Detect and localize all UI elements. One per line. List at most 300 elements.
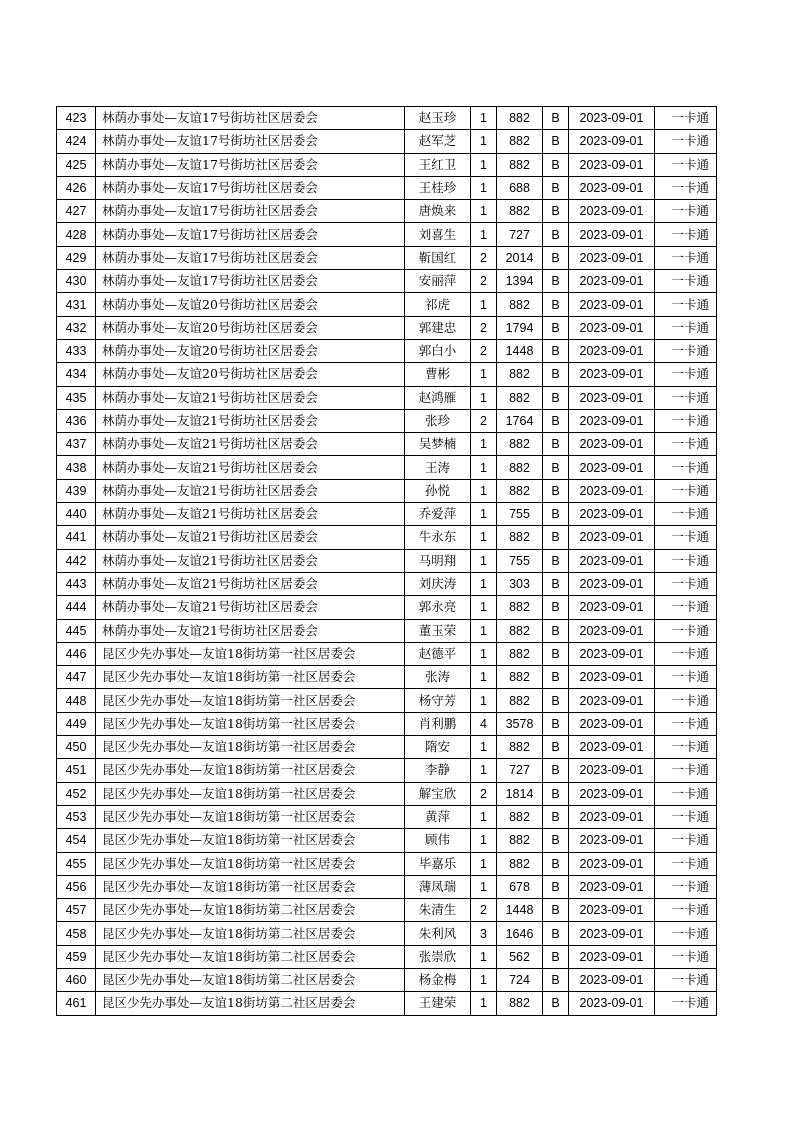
table-row: [57, 246, 717, 269]
organization-cell: 林荫办事处—友谊21号街坊社区居委会: [96, 596, 405, 619]
date-cell: 2023-09-01: [569, 386, 655, 409]
person-name-cell: 肖利鹏: [405, 712, 471, 735]
row-number-cell: 430: [57, 270, 96, 293]
person-name-cell: 张涛: [405, 666, 471, 689]
household-count-cell: 1: [471, 200, 497, 223]
payment-method-cell: 一卡通: [655, 782, 717, 805]
payment-method-cell: 一卡通: [655, 736, 717, 759]
category-cell: B: [543, 526, 569, 549]
payment-method-cell: 一卡通: [655, 107, 717, 130]
payment-method-cell: 一卡通: [655, 689, 717, 712]
person-name-cell: 杨金梅: [405, 968, 471, 991]
table-row: [57, 176, 717, 199]
household-count-cell: 2: [471, 339, 497, 362]
organization-cell: 林荫办事处—友谊21号街坊社区居委会: [96, 572, 405, 595]
row-number-cell: 448: [57, 689, 96, 712]
organization-cell: 林荫办事处—友谊17号街坊社区居委会: [96, 107, 405, 130]
row-number-cell: 424: [57, 130, 96, 153]
payment-method-cell: 一卡通: [655, 503, 717, 526]
category-cell: B: [543, 200, 569, 223]
row-number-cell: 425: [57, 153, 96, 176]
row-number-cell: 446: [57, 642, 96, 665]
category-cell: B: [543, 293, 569, 316]
person-name-cell: 靳国红: [405, 246, 471, 269]
date-cell: 2023-09-01: [569, 153, 655, 176]
table-row: [57, 549, 717, 572]
person-name-cell: 赵玉珍: [405, 107, 471, 130]
organization-cell: 林荫办事处—友谊17号街坊社区居委会: [96, 176, 405, 199]
date-cell: 2023-09-01: [569, 270, 655, 293]
amount-cell: 882: [497, 363, 543, 386]
table-row: [57, 363, 717, 386]
organization-cell: 林荫办事处—友谊21号街坊社区居委会: [96, 503, 405, 526]
household-count-cell: 1: [471, 433, 497, 456]
organization-cell: 昆区少先办事处—友谊18街坊第一社区居委会: [96, 759, 405, 782]
row-number-cell: 461: [57, 992, 96, 1015]
date-cell: 2023-09-01: [569, 899, 655, 922]
household-count-cell: 1: [471, 829, 497, 852]
amount-cell: 882: [497, 666, 543, 689]
date-cell: 2023-09-01: [569, 223, 655, 246]
table-row: [57, 619, 717, 642]
amount-cell: 882: [497, 619, 543, 642]
table-row: [57, 829, 717, 852]
organization-cell: 昆区少先办事处—友谊18街坊第一社区居委会: [96, 852, 405, 875]
row-number-cell: 429: [57, 246, 96, 269]
amount-cell: 688: [497, 176, 543, 199]
organization-cell: 林荫办事处—友谊17号街坊社区居委会: [96, 153, 405, 176]
category-cell: B: [543, 456, 569, 479]
amount-cell: 882: [497, 852, 543, 875]
date-cell: 2023-09-01: [569, 363, 655, 386]
organization-cell: 昆区少先办事处—友谊18街坊第一社区居委会: [96, 642, 405, 665]
payment-method-cell: 一卡通: [655, 992, 717, 1015]
date-cell: 2023-09-01: [569, 456, 655, 479]
person-name-cell: 郭白小: [405, 339, 471, 362]
table-row: [57, 293, 717, 316]
organization-cell: 林荫办事处—友谊21号街坊社区居委会: [96, 433, 405, 456]
payment-method-cell: 一卡通: [655, 829, 717, 852]
payment-method-cell: 一卡通: [655, 316, 717, 339]
date-cell: 2023-09-01: [569, 433, 655, 456]
household-count-cell: 4: [471, 712, 497, 735]
category-cell: B: [543, 782, 569, 805]
organization-cell: 林荫办事处—友谊20号街坊社区居委会: [96, 339, 405, 362]
household-count-cell: 1: [471, 875, 497, 898]
amount-cell: 882: [497, 293, 543, 316]
table-row: [57, 852, 717, 875]
amount-cell: 882: [497, 433, 543, 456]
amount-cell: 1814: [497, 782, 543, 805]
date-cell: 2023-09-01: [569, 596, 655, 619]
amount-cell: 1646: [497, 922, 543, 945]
amount-cell: 882: [497, 130, 543, 153]
date-cell: 2023-09-01: [569, 107, 655, 130]
amount-cell: 1764: [497, 409, 543, 432]
category-cell: B: [543, 666, 569, 689]
date-cell: 2023-09-01: [569, 829, 655, 852]
date-cell: 2023-09-01: [569, 503, 655, 526]
category-cell: B: [543, 316, 569, 339]
payment-method-cell: 一卡通: [655, 968, 717, 991]
table-row: [57, 782, 717, 805]
table-row: [57, 479, 717, 502]
table-row: [57, 596, 717, 619]
person-name-cell: 曹彬: [405, 363, 471, 386]
amount-cell: 882: [497, 736, 543, 759]
table-row: [57, 945, 717, 968]
table-row: [57, 503, 717, 526]
date-cell: 2023-09-01: [569, 293, 655, 316]
date-cell: 2023-09-01: [569, 712, 655, 735]
payment-method-cell: 一卡通: [655, 805, 717, 828]
row-number-cell: 434: [57, 363, 96, 386]
payment-method-cell: 一卡通: [655, 270, 717, 293]
amount-cell: 1394: [497, 270, 543, 293]
category-cell: B: [543, 759, 569, 782]
table-row: [57, 666, 717, 689]
person-name-cell: 唐焕来: [405, 200, 471, 223]
payment-method-cell: 一卡通: [655, 293, 717, 316]
amount-cell: 882: [497, 596, 543, 619]
household-count-cell: 1: [471, 992, 497, 1015]
person-name-cell: 刘喜生: [405, 223, 471, 246]
payment-method-cell: 一卡通: [655, 176, 717, 199]
amount-cell: 1448: [497, 339, 543, 362]
table-row: [57, 130, 717, 153]
person-name-cell: 毕嘉乐: [405, 852, 471, 875]
person-name-cell: 安丽萍: [405, 270, 471, 293]
row-number-cell: 460: [57, 968, 96, 991]
date-cell: 2023-09-01: [569, 339, 655, 362]
household-count-cell: 1: [471, 107, 497, 130]
amount-cell: 882: [497, 153, 543, 176]
organization-cell: 昆区少先办事处—友谊18街坊第一社区居委会: [96, 875, 405, 898]
date-cell: 2023-09-01: [569, 642, 655, 665]
person-name-cell: 李静: [405, 759, 471, 782]
amount-cell: 882: [497, 386, 543, 409]
person-name-cell: 王建荣: [405, 992, 471, 1015]
payment-method-cell: 一卡通: [655, 223, 717, 246]
table-row: [57, 153, 717, 176]
row-number-cell: 449: [57, 712, 96, 735]
category-cell: B: [543, 992, 569, 1015]
category-cell: B: [543, 479, 569, 502]
category-cell: B: [543, 875, 569, 898]
date-cell: 2023-09-01: [569, 479, 655, 502]
payment-method-cell: 一卡通: [655, 619, 717, 642]
household-count-cell: 1: [471, 130, 497, 153]
table-row: [57, 456, 717, 479]
row-number-cell: 452: [57, 782, 96, 805]
row-number-cell: 454: [57, 829, 96, 852]
organization-cell: 昆区少先办事处—友谊18街坊第二社区居委会: [96, 992, 405, 1015]
category-cell: B: [543, 339, 569, 362]
person-name-cell: 张崇欣: [405, 945, 471, 968]
table-row: [57, 689, 717, 712]
category-cell: B: [543, 153, 569, 176]
category-cell: B: [543, 712, 569, 735]
row-number-cell: 453: [57, 805, 96, 828]
table-row: [57, 759, 717, 782]
organization-cell: 林荫办事处—友谊17号街坊社区居委会: [96, 223, 405, 246]
household-count-cell: 1: [471, 176, 497, 199]
household-count-cell: 2: [471, 270, 497, 293]
organization-cell: 林荫办事处—友谊21号街坊社区居委会: [96, 526, 405, 549]
person-name-cell: 赵德平: [405, 642, 471, 665]
organization-cell: 林荫办事处—友谊21号街坊社区居委会: [96, 456, 405, 479]
organization-cell: 昆区少先办事处—友谊18街坊第一社区居委会: [96, 689, 405, 712]
category-cell: B: [543, 433, 569, 456]
row-number-cell: 442: [57, 549, 96, 572]
category-cell: B: [543, 805, 569, 828]
payment-method-cell: 一卡通: [655, 922, 717, 945]
payment-method-cell: 一卡通: [655, 363, 717, 386]
organization-cell: 昆区少先办事处—友谊18街坊第二社区居委会: [96, 922, 405, 945]
person-name-cell: 牛永东: [405, 526, 471, 549]
household-count-cell: 2: [471, 899, 497, 922]
amount-cell: 882: [497, 642, 543, 665]
date-cell: 2023-09-01: [569, 316, 655, 339]
payment-method-cell: 一卡通: [655, 945, 717, 968]
date-cell: 2023-09-01: [569, 968, 655, 991]
category-cell: B: [543, 619, 569, 642]
row-number-cell: 428: [57, 223, 96, 246]
row-number-cell: 455: [57, 852, 96, 875]
row-number-cell: 447: [57, 666, 96, 689]
date-cell: 2023-09-01: [569, 852, 655, 875]
household-count-cell: 1: [471, 689, 497, 712]
organization-cell: 林荫办事处—友谊21号街坊社区居委会: [96, 479, 405, 502]
household-count-cell: 1: [471, 386, 497, 409]
row-number-cell: 435: [57, 386, 96, 409]
organization-cell: 林荫办事处—友谊17号街坊社区居委会: [96, 200, 405, 223]
date-cell: 2023-09-01: [569, 992, 655, 1015]
category-cell: B: [543, 968, 569, 991]
organization-cell: 昆区少先办事处—友谊18街坊第一社区居委会: [96, 712, 405, 735]
table-row: [57, 922, 717, 945]
payment-method-cell: 一卡通: [655, 526, 717, 549]
payment-method-cell: 一卡通: [655, 456, 717, 479]
row-number-cell: 438: [57, 456, 96, 479]
payment-method-cell: 一卡通: [655, 130, 717, 153]
category-cell: B: [543, 922, 569, 945]
table-row: [57, 386, 717, 409]
row-number-cell: 436: [57, 409, 96, 432]
category-cell: B: [543, 689, 569, 712]
amount-cell: 882: [497, 479, 543, 502]
organization-cell: 昆区少先办事处—友谊18街坊第一社区居委会: [96, 805, 405, 828]
household-count-cell: 3: [471, 922, 497, 945]
household-count-cell: 1: [471, 503, 497, 526]
category-cell: B: [543, 945, 569, 968]
date-cell: 2023-09-01: [569, 619, 655, 642]
category-cell: B: [543, 899, 569, 922]
person-name-cell: 隋安: [405, 736, 471, 759]
person-name-cell: 薄凤瑞: [405, 875, 471, 898]
date-cell: 2023-09-01: [569, 526, 655, 549]
table-row: [57, 805, 717, 828]
category-cell: B: [543, 596, 569, 619]
payment-method-cell: 一卡通: [655, 759, 717, 782]
organization-cell: 林荫办事处—友谊17号街坊社区居委会: [96, 270, 405, 293]
organization-cell: 昆区少先办事处—友谊18街坊第一社区居委会: [96, 782, 405, 805]
organization-cell: 昆区少先办事处—友谊18街坊第二社区居委会: [96, 945, 405, 968]
person-name-cell: 郭永亮: [405, 596, 471, 619]
organization-cell: 林荫办事处—友谊21号街坊社区居委会: [96, 549, 405, 572]
table-row: [57, 316, 717, 339]
table-row: [57, 433, 717, 456]
person-name-cell: 王红卫: [405, 153, 471, 176]
household-count-cell: 1: [471, 363, 497, 386]
payment-method-cell: 一卡通: [655, 899, 717, 922]
household-count-cell: 1: [471, 759, 497, 782]
payment-method-cell: 一卡通: [655, 572, 717, 595]
amount-cell: 303: [497, 572, 543, 595]
date-cell: 2023-09-01: [569, 922, 655, 945]
table-row: [57, 875, 717, 898]
table-row: [57, 200, 717, 223]
amount-cell: 882: [497, 829, 543, 852]
person-name-cell: 赵军芝: [405, 130, 471, 153]
date-cell: 2023-09-01: [569, 200, 655, 223]
table-row: [57, 642, 717, 665]
category-cell: B: [543, 363, 569, 386]
date-cell: 2023-09-01: [569, 945, 655, 968]
amount-cell: 882: [497, 689, 543, 712]
date-cell: 2023-09-01: [569, 759, 655, 782]
person-name-cell: 朱清生: [405, 899, 471, 922]
person-name-cell: 杨守芳: [405, 689, 471, 712]
payment-method-cell: 一卡通: [655, 596, 717, 619]
category-cell: B: [543, 572, 569, 595]
amount-cell: 1448: [497, 899, 543, 922]
household-count-cell: 1: [471, 805, 497, 828]
row-number-cell: 423: [57, 107, 96, 130]
date-cell: 2023-09-01: [569, 409, 655, 432]
organization-cell: 林荫办事处—友谊21号街坊社区居委会: [96, 386, 405, 409]
household-count-cell: 2: [471, 409, 497, 432]
payment-method-cell: 一卡通: [655, 666, 717, 689]
payment-method-cell: 一卡通: [655, 386, 717, 409]
table-row: [57, 339, 717, 362]
date-cell: 2023-09-01: [569, 549, 655, 572]
category-cell: B: [543, 549, 569, 572]
row-number-cell: 441: [57, 526, 96, 549]
organization-cell: 昆区少先办事处—友谊18街坊第一社区居委会: [96, 666, 405, 689]
household-count-cell: 1: [471, 153, 497, 176]
row-number-cell: 459: [57, 945, 96, 968]
person-name-cell: 赵鸿雁: [405, 386, 471, 409]
amount-cell: 882: [497, 107, 543, 130]
amount-cell: 678: [497, 875, 543, 898]
amount-cell: 2014: [497, 246, 543, 269]
amount-cell: 755: [497, 503, 543, 526]
person-name-cell: 黄萍: [405, 805, 471, 828]
household-count-cell: 1: [471, 293, 497, 316]
amount-cell: 882: [497, 805, 543, 828]
payment-method-cell: 一卡通: [655, 409, 717, 432]
date-cell: 2023-09-01: [569, 689, 655, 712]
category-cell: B: [543, 176, 569, 199]
payment-method-cell: 一卡通: [655, 549, 717, 572]
payment-method-cell: 一卡通: [655, 852, 717, 875]
category-cell: B: [543, 409, 569, 432]
person-name-cell: 乔爱萍: [405, 503, 471, 526]
row-number-cell: 440: [57, 503, 96, 526]
row-number-cell: 450: [57, 736, 96, 759]
data-table: [56, 106, 717, 1016]
person-name-cell: 解宝欣: [405, 782, 471, 805]
payment-method-cell: 一卡通: [655, 246, 717, 269]
organization-cell: 林荫办事处—友谊21号街坊社区居委会: [96, 619, 405, 642]
amount-cell: 562: [497, 945, 543, 968]
table-row: [57, 572, 717, 595]
table-row: [57, 526, 717, 549]
date-cell: 2023-09-01: [569, 246, 655, 269]
household-count-cell: 2: [471, 246, 497, 269]
row-number-cell: 451: [57, 759, 96, 782]
row-number-cell: 445: [57, 619, 96, 642]
amount-cell: 882: [497, 200, 543, 223]
category-cell: B: [543, 223, 569, 246]
household-count-cell: 1: [471, 619, 497, 642]
date-cell: 2023-09-01: [569, 130, 655, 153]
person-name-cell: 祁虎: [405, 293, 471, 316]
payment-method-cell: 一卡通: [655, 642, 717, 665]
household-count-cell: 1: [471, 945, 497, 968]
payment-method-cell: 一卡通: [655, 200, 717, 223]
row-number-cell: 457: [57, 899, 96, 922]
category-cell: B: [543, 503, 569, 526]
amount-cell: 882: [497, 526, 543, 549]
payment-method-cell: 一卡通: [655, 153, 717, 176]
amount-cell: 882: [497, 456, 543, 479]
payment-method-cell: 一卡通: [655, 433, 717, 456]
amount-cell: 727: [497, 223, 543, 246]
amount-cell: 3578: [497, 712, 543, 735]
table-row: [57, 409, 717, 432]
person-name-cell: 王涛: [405, 456, 471, 479]
organization-cell: 林荫办事处—友谊20号街坊社区居委会: [96, 293, 405, 316]
organization-cell: 昆区少先办事处—友谊18街坊第二社区居委会: [96, 899, 405, 922]
payment-method-cell: 一卡通: [655, 875, 717, 898]
row-number-cell: 427: [57, 200, 96, 223]
row-number-cell: 444: [57, 596, 96, 619]
amount-cell: 724: [497, 968, 543, 991]
table-body: [57, 107, 717, 1016]
payment-method-cell: 一卡通: [655, 712, 717, 735]
table-row: [57, 107, 717, 130]
row-number-cell: 426: [57, 176, 96, 199]
payment-method-cell: 一卡通: [655, 479, 717, 502]
household-count-cell: 1: [471, 852, 497, 875]
table-row: [57, 223, 717, 246]
person-name-cell: 孙悦: [405, 479, 471, 502]
household-count-cell: 1: [471, 572, 497, 595]
person-name-cell: 顾伟: [405, 829, 471, 852]
person-name-cell: 张珍: [405, 409, 471, 432]
household-count-cell: 1: [471, 968, 497, 991]
category-cell: B: [543, 852, 569, 875]
row-number-cell: 458: [57, 922, 96, 945]
organization-cell: 昆区少先办事处—友谊18街坊第一社区居委会: [96, 829, 405, 852]
person-name-cell: 刘庆涛: [405, 572, 471, 595]
table-row: [57, 736, 717, 759]
household-count-cell: 1: [471, 223, 497, 246]
organization-cell: 林荫办事处—友谊21号街坊社区居委会: [96, 409, 405, 432]
date-cell: 2023-09-01: [569, 875, 655, 898]
